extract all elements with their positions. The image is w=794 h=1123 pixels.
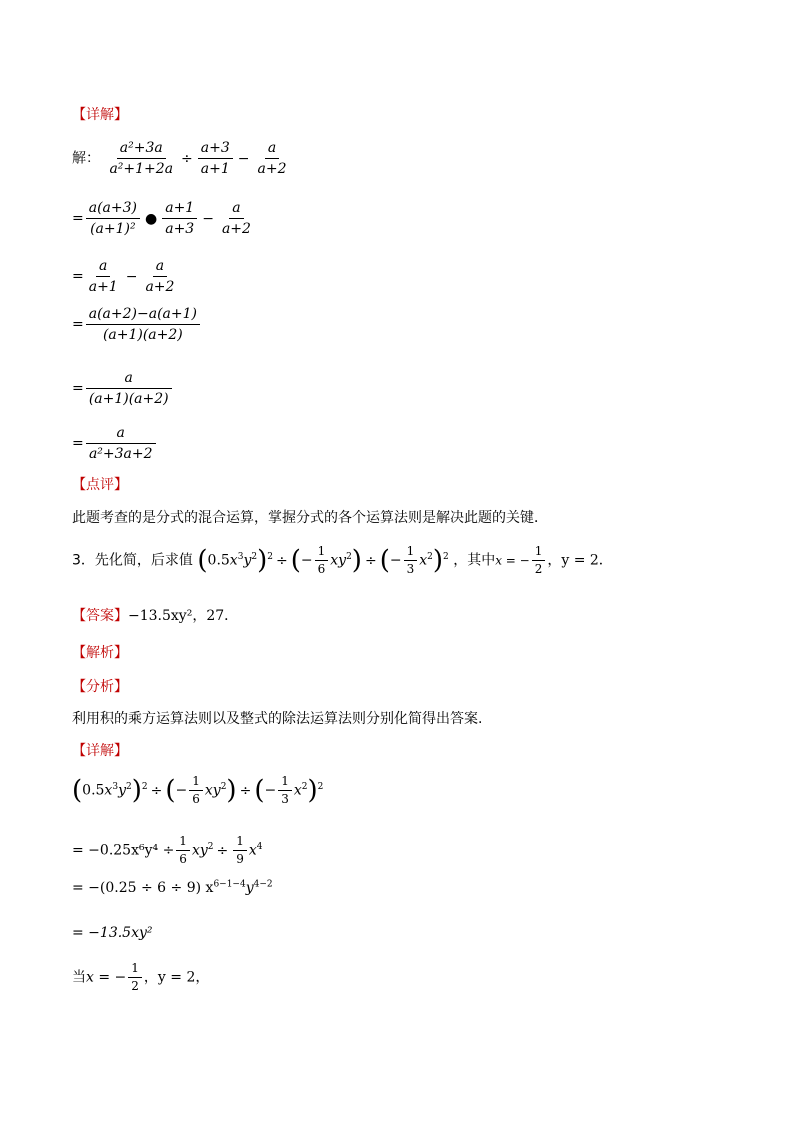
solution2-step3: = −13.5xy² — [72, 925, 153, 941]
fraction — [532, 545, 546, 576]
numerator: 1 — [532, 545, 546, 561]
denominator: a+3 — [165, 221, 195, 237]
numerator: a — [153, 258, 167, 277]
final-x-label: x = − — [86, 969, 127, 986]
fenxi-tag: 【分析】 — [72, 679, 128, 695]
fraction — [86, 258, 121, 295]
solution-prefix: 解： — [72, 150, 100, 167]
y-value-label: ，y = 2． — [547, 552, 613, 569]
analysis-tag: 【解析】 — [72, 645, 128, 661]
numerator: a²+3a — [117, 140, 166, 159]
fraction: $\frac{1}{6}$ — [189, 775, 203, 806]
detail-tag-1: 【详解】 — [72, 107, 128, 123]
solution1-step1: = $\frac{a(a+3)}{\text{(a+1)²}}$ ● $\frac{a+1}{a+3}$ − $\frac{a}{a+2}$ — [72, 200, 256, 237]
x-value-label: x = − — [495, 553, 530, 568]
solution1-step0: 解： $\frac{\text{a²+3a}}{\text{a²+1+2a}}$ ÷ $\frac{a+3}{a+1}$ − $\frac{a}{a+2}$ — [72, 140, 291, 177]
exponent-y: 4−2 — [253, 879, 273, 890]
solution1-step4: = $\frac{a}{(a+1)(a+2)}$ — [72, 370, 174, 407]
denominator: a+1 — [88, 279, 118, 295]
numerator: a+3 — [198, 140, 233, 159]
fraction: $\frac{1}{3}$ — [404, 545, 418, 576]
question-lead: 3．先化简，后求值 — [72, 552, 193, 569]
fraction — [86, 370, 172, 407]
denominator: a+2 — [221, 221, 251, 237]
fraction — [142, 258, 177, 295]
fraction — [86, 306, 200, 343]
step-text: = −0.25x⁶y⁴ ÷ — [72, 842, 175, 859]
denominator: a²+3a+2 — [88, 446, 153, 462]
denominator: a²+1+2a — [109, 161, 174, 177]
fraction — [219, 200, 254, 237]
denominator: (a+1)² — [90, 221, 136, 237]
numerator: a — [229, 200, 243, 219]
answer-tag: 【答案】 — [72, 608, 128, 624]
fraction — [162, 200, 197, 237]
solution1-step5: = $\frac{a}{\text{a²+3a+2}}$ — [72, 425, 158, 462]
denominator: 2 — [534, 562, 543, 576]
fraction: $\frac{1}{6}$ — [176, 835, 190, 866]
denominator: (a+1)(a+2) — [102, 327, 183, 343]
final-lead: 当 — [72, 969, 86, 986]
fraction: $\frac{1}{6}$ — [315, 545, 329, 576]
numerator: a — [265, 140, 279, 159]
exponent-x: 6−1−4 — [213, 879, 246, 890]
comment-tag: 【点评】 — [72, 477, 128, 493]
solution1-step2: = $\frac{a}{a+1}$ − $\frac{a}{a+2}$ — [72, 258, 179, 295]
answer-text: −13.5xy²，27． — [128, 608, 239, 624]
solution2-step2: = −(0.25 ÷ 6 ÷ 9) $x^{6-1-4}y^{4-2}$ — [72, 879, 273, 896]
fraction — [106, 140, 176, 177]
final-y-label: ，y = 2， — [143, 969, 210, 986]
denominator: a+2 — [145, 279, 175, 295]
fraction: $\frac{1}{9}$ — [233, 835, 247, 866]
fraction: $\frac{1}{3}$ — [278, 775, 292, 806]
fraction — [198, 140, 233, 177]
numerator: a(a+3) — [86, 200, 140, 219]
denominator: (a+1)(a+2) — [88, 391, 169, 407]
fenxi-text: 利用积的乘方运算法则以及整式的除法运算法则分别化简得出答案. — [72, 711, 483, 727]
fraction: $\frac{1}{2}$ — [128, 962, 142, 993]
denominator: a+1 — [200, 161, 230, 177]
detail-tag-2: 【详解】 — [72, 743, 128, 759]
numerator: a — [96, 258, 110, 277]
solution1-step3: = $\frac{a(a+2)-a(a+1)}{(a+1)(a+2)}$ — [72, 306, 202, 343]
question-where: ，其中 — [453, 552, 496, 569]
comment-text: 此题考查的是分式的混合运算，掌握分式的各个运算法则是解决此题的关键． — [72, 510, 548, 526]
denominator: a+2 — [257, 161, 287, 177]
fraction — [255, 140, 290, 177]
solution2-step1: = −0.25x⁶y⁴ ÷ $\frac{1}{6}$ $xy^2$ ÷ $\frac{1}{9}$ $x^4$ — [72, 834, 263, 866]
fraction — [86, 425, 156, 462]
solution2-step0: $(0.5x^3y^2)^2$ ÷ (− $\frac{1}{6}$ $xy^2$) ÷ (− $\frac{1}{3}$ $x^2)^2$ — [72, 774, 324, 806]
fraction — [86, 200, 140, 237]
question-3: 3．先化简，后求值 $(0.5x^3y^2)^2$ ÷ (− $\frac{1}{6}$ $xy^2$) ÷ (− $\frac{1}{3}$ $x^2)^2$ ，其中x = − $\frac{1}{2}$ ，y = 2． — [72, 544, 613, 576]
solution2-final — [72, 962, 209, 993]
numerator: a+1 — [162, 200, 197, 219]
step-text: = −(0.25 ÷ 6 ÷ 9) x — [72, 880, 214, 896]
numerator: a — [86, 425, 156, 444]
numerator: a(a+2)−a(a+1) — [86, 306, 200, 325]
answer-line — [72, 605, 238, 625]
numerator: a — [86, 370, 172, 389]
